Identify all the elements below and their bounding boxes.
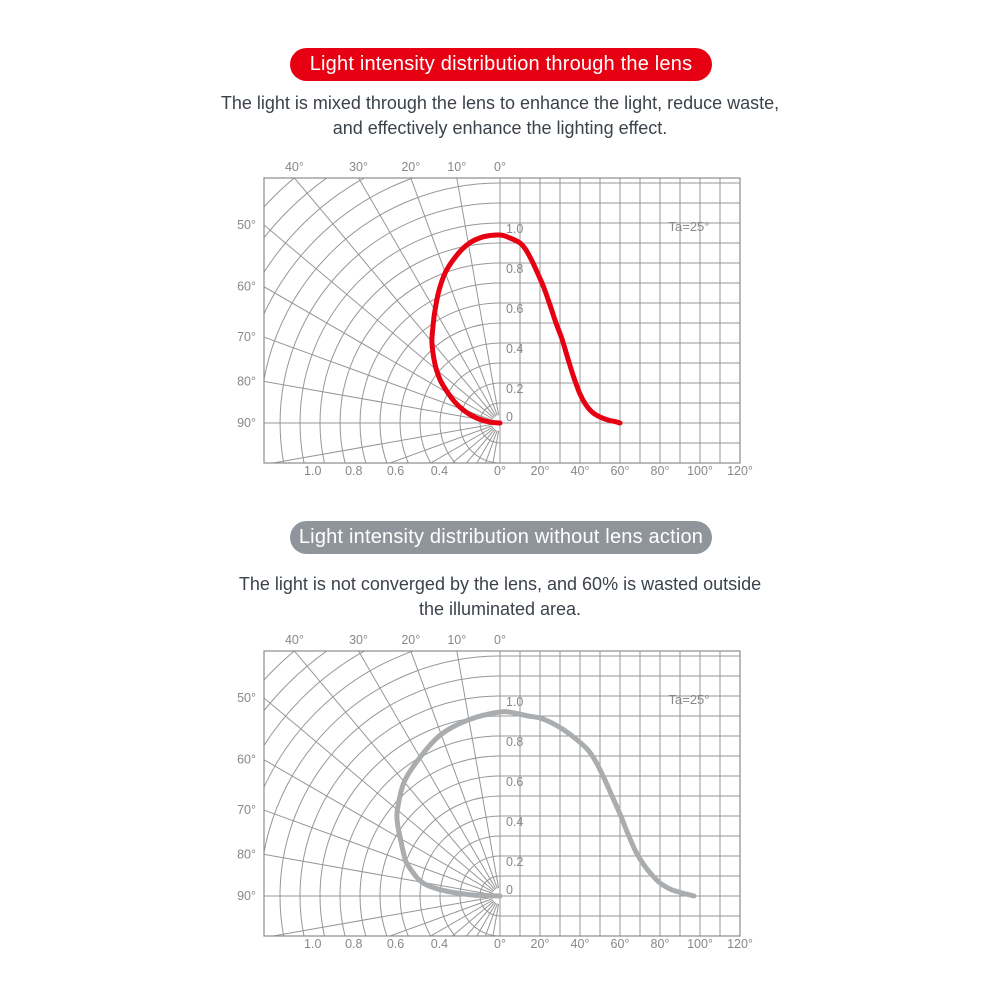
axis-tick-label: 80° bbox=[237, 847, 256, 862]
axis-tick-label: 0.6 bbox=[506, 775, 524, 789]
axis-tick-label: 0.6 bbox=[506, 302, 524, 316]
axis-tick-label: 0° bbox=[494, 464, 506, 478]
axis-tick-label: 50° bbox=[237, 217, 256, 232]
axis-tick-label: 10° bbox=[447, 160, 467, 174]
axis-tick-label: 0.8 bbox=[345, 464, 363, 478]
axis-tick-label: 0 bbox=[506, 883, 513, 897]
chart-labels bbox=[237, 160, 753, 478]
axis-tick-label: 120° bbox=[727, 464, 753, 478]
axis-tick-label: 20° bbox=[530, 464, 550, 478]
axis-tick-label: 70° bbox=[237, 803, 256, 818]
axis-tick-label: 30° bbox=[349, 633, 369, 647]
axis-tick-label: 1.0 bbox=[304, 464, 322, 478]
axis-tick-label: 80° bbox=[650, 937, 670, 951]
description-line: The light is not converged by the lens, and 60% is wasted outside bbox=[238, 574, 762, 594]
description-line: The light is mixed through the lens to enhance the light, reduce waste, bbox=[220, 93, 780, 113]
axis-tick-label: 20° bbox=[530, 937, 550, 951]
axis-tick-label: 80° bbox=[650, 464, 670, 478]
axis-tick-label: 100° bbox=[687, 464, 713, 478]
axis-tick-label: 60° bbox=[237, 279, 256, 294]
axis-tick-label: 0.8 bbox=[506, 735, 524, 749]
description-line: the illuminated area. bbox=[418, 599, 582, 619]
axis-tick-label: 0.8 bbox=[345, 937, 363, 951]
axis-tick-label: 1.0 bbox=[506, 695, 524, 709]
axis-tick-label: Ta=25° bbox=[668, 692, 710, 707]
axis-tick-label: 0° bbox=[494, 937, 506, 951]
axis-tick-label: 60° bbox=[237, 752, 256, 767]
axis-tick-label: 0.4 bbox=[506, 815, 524, 829]
axis-tick-label: 0.8 bbox=[506, 262, 524, 276]
axis-tick-label: 100° bbox=[687, 937, 713, 951]
axis-tick-label: 20° bbox=[401, 633, 421, 647]
axis-tick-label: 40° bbox=[284, 160, 304, 174]
axis-tick-label: 30° bbox=[349, 160, 369, 174]
axis-tick-label: 60° bbox=[610, 937, 630, 951]
axis-tick-label: 0° bbox=[494, 160, 506, 174]
banner-without-lens bbox=[290, 521, 712, 554]
axis-tick-label: 40° bbox=[570, 937, 590, 951]
axis-tick-label: 120° bbox=[727, 937, 753, 951]
axis-tick-label: 40° bbox=[284, 633, 304, 647]
axis-tick-label: 50° bbox=[237, 690, 256, 705]
banner-with-lens-label: Light intensity distribution through the lens bbox=[309, 53, 693, 75]
axis-tick-label: 10° bbox=[447, 633, 467, 647]
axis-tick-label: 20° bbox=[401, 160, 421, 174]
axis-tick-label: 1.0 bbox=[506, 222, 524, 236]
axis-tick-label: 40° bbox=[570, 464, 590, 478]
description-without-lens bbox=[100, 572, 900, 622]
axis-tick-label: 0° bbox=[494, 633, 506, 647]
axis-tick-label: 0 bbox=[506, 410, 513, 424]
axis-tick-label: 70° bbox=[237, 330, 256, 345]
axis-tick-label: 0.6 bbox=[386, 464, 405, 478]
axis-tick-label: 90° bbox=[237, 416, 256, 430]
axis-tick-label: 0.6 bbox=[386, 937, 405, 951]
axis-tick-label: 0.2 bbox=[506, 855, 524, 869]
axis-tick-label: 1.0 bbox=[304, 937, 322, 951]
intensity-curve-intensity-without-lens bbox=[397, 712, 694, 896]
axis-tick-label: 90° bbox=[237, 889, 256, 903]
grid bbox=[140, 63, 740, 783]
axis-tick-label: 0.4 bbox=[430, 937, 449, 951]
axis-tick-label: Ta=25° bbox=[668, 219, 710, 234]
axis-tick-label: 0.4 bbox=[506, 342, 524, 356]
description-line: and effectively enhance the lighting effect. bbox=[332, 118, 668, 138]
axis-tick-label: 80° bbox=[237, 374, 256, 389]
chart-intensity-with-lens bbox=[140, 63, 753, 783]
axis-tick-label: 0.4 bbox=[430, 464, 449, 478]
chart-labels bbox=[237, 633, 753, 951]
axis-tick-label: 0.2 bbox=[506, 382, 524, 396]
axis-tick-label: 60° bbox=[610, 464, 630, 478]
banner-without-lens-label: Light intensity distribution without lens action bbox=[298, 526, 704, 548]
